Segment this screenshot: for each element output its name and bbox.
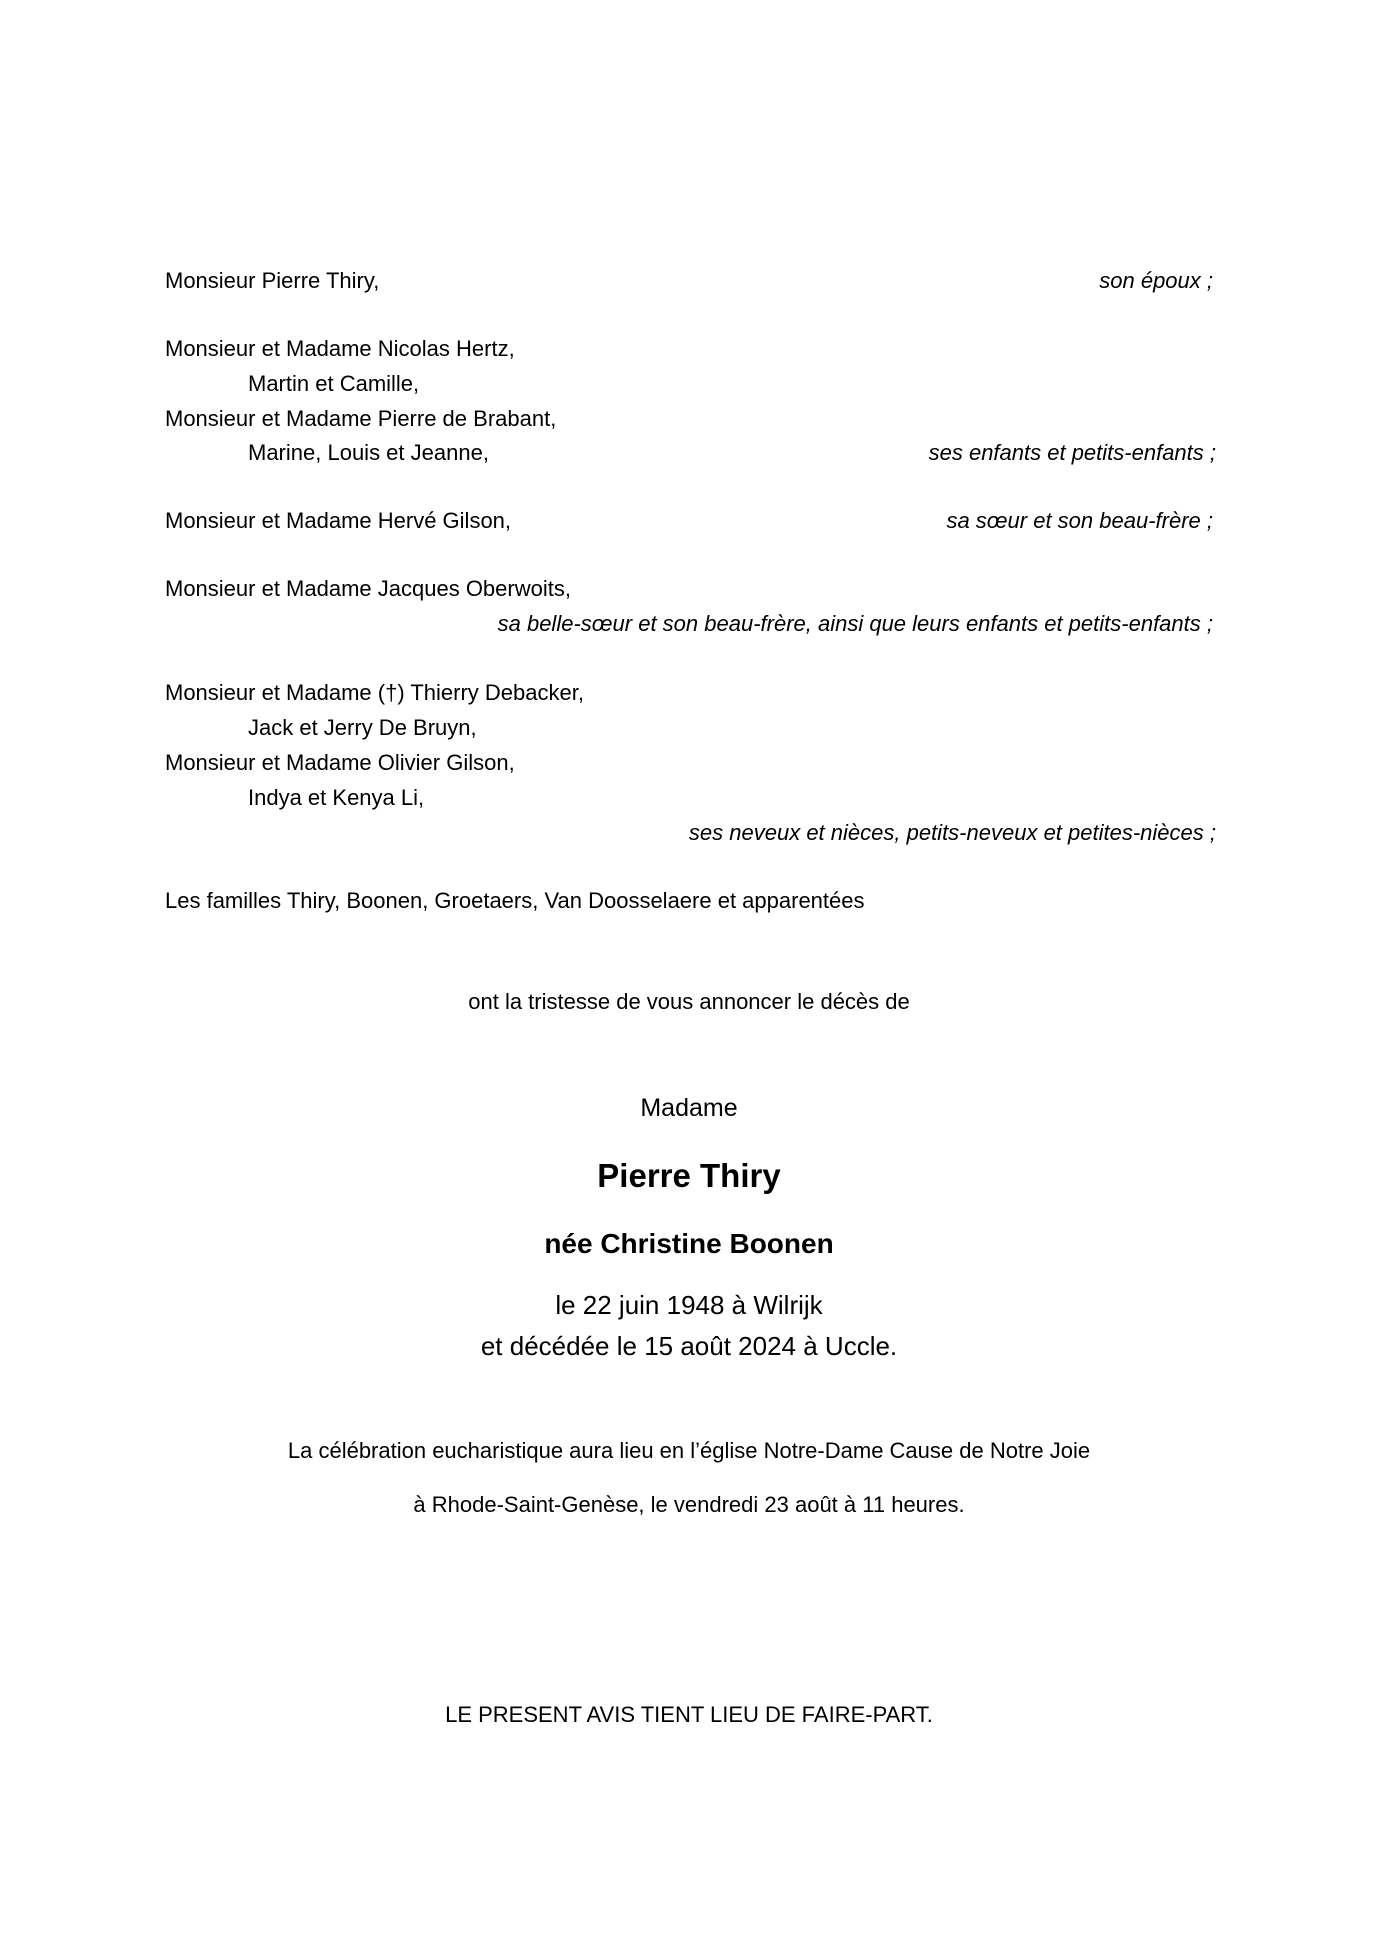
nephews-relation: ses neveux et nièces, petits-neveux et petites-nièces ; (688, 820, 1216, 845)
ceremony-line-2: à Rhode-Saint-Genèse, le vendredi 23 août à 11 heures. (413, 1492, 965, 1517)
deceased-birth-name: née Christine Boonen (544, 1228, 834, 1259)
death-date: et décédée le 15 août 2024 à Uccle. (480, 1331, 898, 1361)
grandchildren-line-2: Marine, Louis et Jeanne, (248, 440, 489, 465)
notice-footer: LE PRESENT AVIS TIENT LIEU DE FAIRE-PART. (445, 1702, 933, 1727)
nephew-line-1: Monsieur et Madame (†) Thierry Debacker, (165, 680, 584, 705)
grandnephew-line-1: Jack et Jerry De Bruyn, (248, 715, 477, 740)
child-line-2: Monsieur et Madame Pierre de Brabant, (165, 406, 557, 431)
nephew-line-2: Monsieur et Madame Olivier Gilson, (165, 750, 515, 775)
grandnephew-line-2: Indya et Kenya Li, (248, 785, 425, 810)
related-families: Les familles Thiry, Boonen, Groetaers, Van Doosselaere et apparentées (165, 888, 865, 913)
deceased-title: Madame (640, 1094, 738, 1122)
child-line-1: Monsieur et Madame Nicolas Hertz, (165, 336, 515, 361)
inlaw-name: Monsieur et Madame Jacques Oberwoits, (165, 576, 571, 601)
children-relation: ses enfants et petits-enfants ; (928, 440, 1216, 465)
announcement-intro: ont la tristesse de vous annoncer le décès de (468, 989, 910, 1014)
grandchildren-line-1: Martin et Camille, (248, 371, 420, 396)
sister-relation: sa sœur et son beau-frère ; (946, 508, 1213, 533)
sister-name: Monsieur et Madame Hervé Gilson, (165, 508, 512, 533)
birth-date: le 22 juin 1948 à Wilrijk (555, 1290, 823, 1320)
ceremony-line-1: La célébration eucharistique aura lieu en l’église Notre-Dame Cause de Notre Joie (287, 1438, 1091, 1463)
spouse-name: Monsieur Pierre Thiry, (165, 268, 380, 293)
spouse-relation: son époux ; (1099, 268, 1213, 293)
inlaw-relation: sa belle-sœur et son beau-frère, ainsi que leurs enfants et petits-enfants ; (497, 611, 1213, 636)
deceased-name: Pierre Thiry (597, 1157, 781, 1194)
